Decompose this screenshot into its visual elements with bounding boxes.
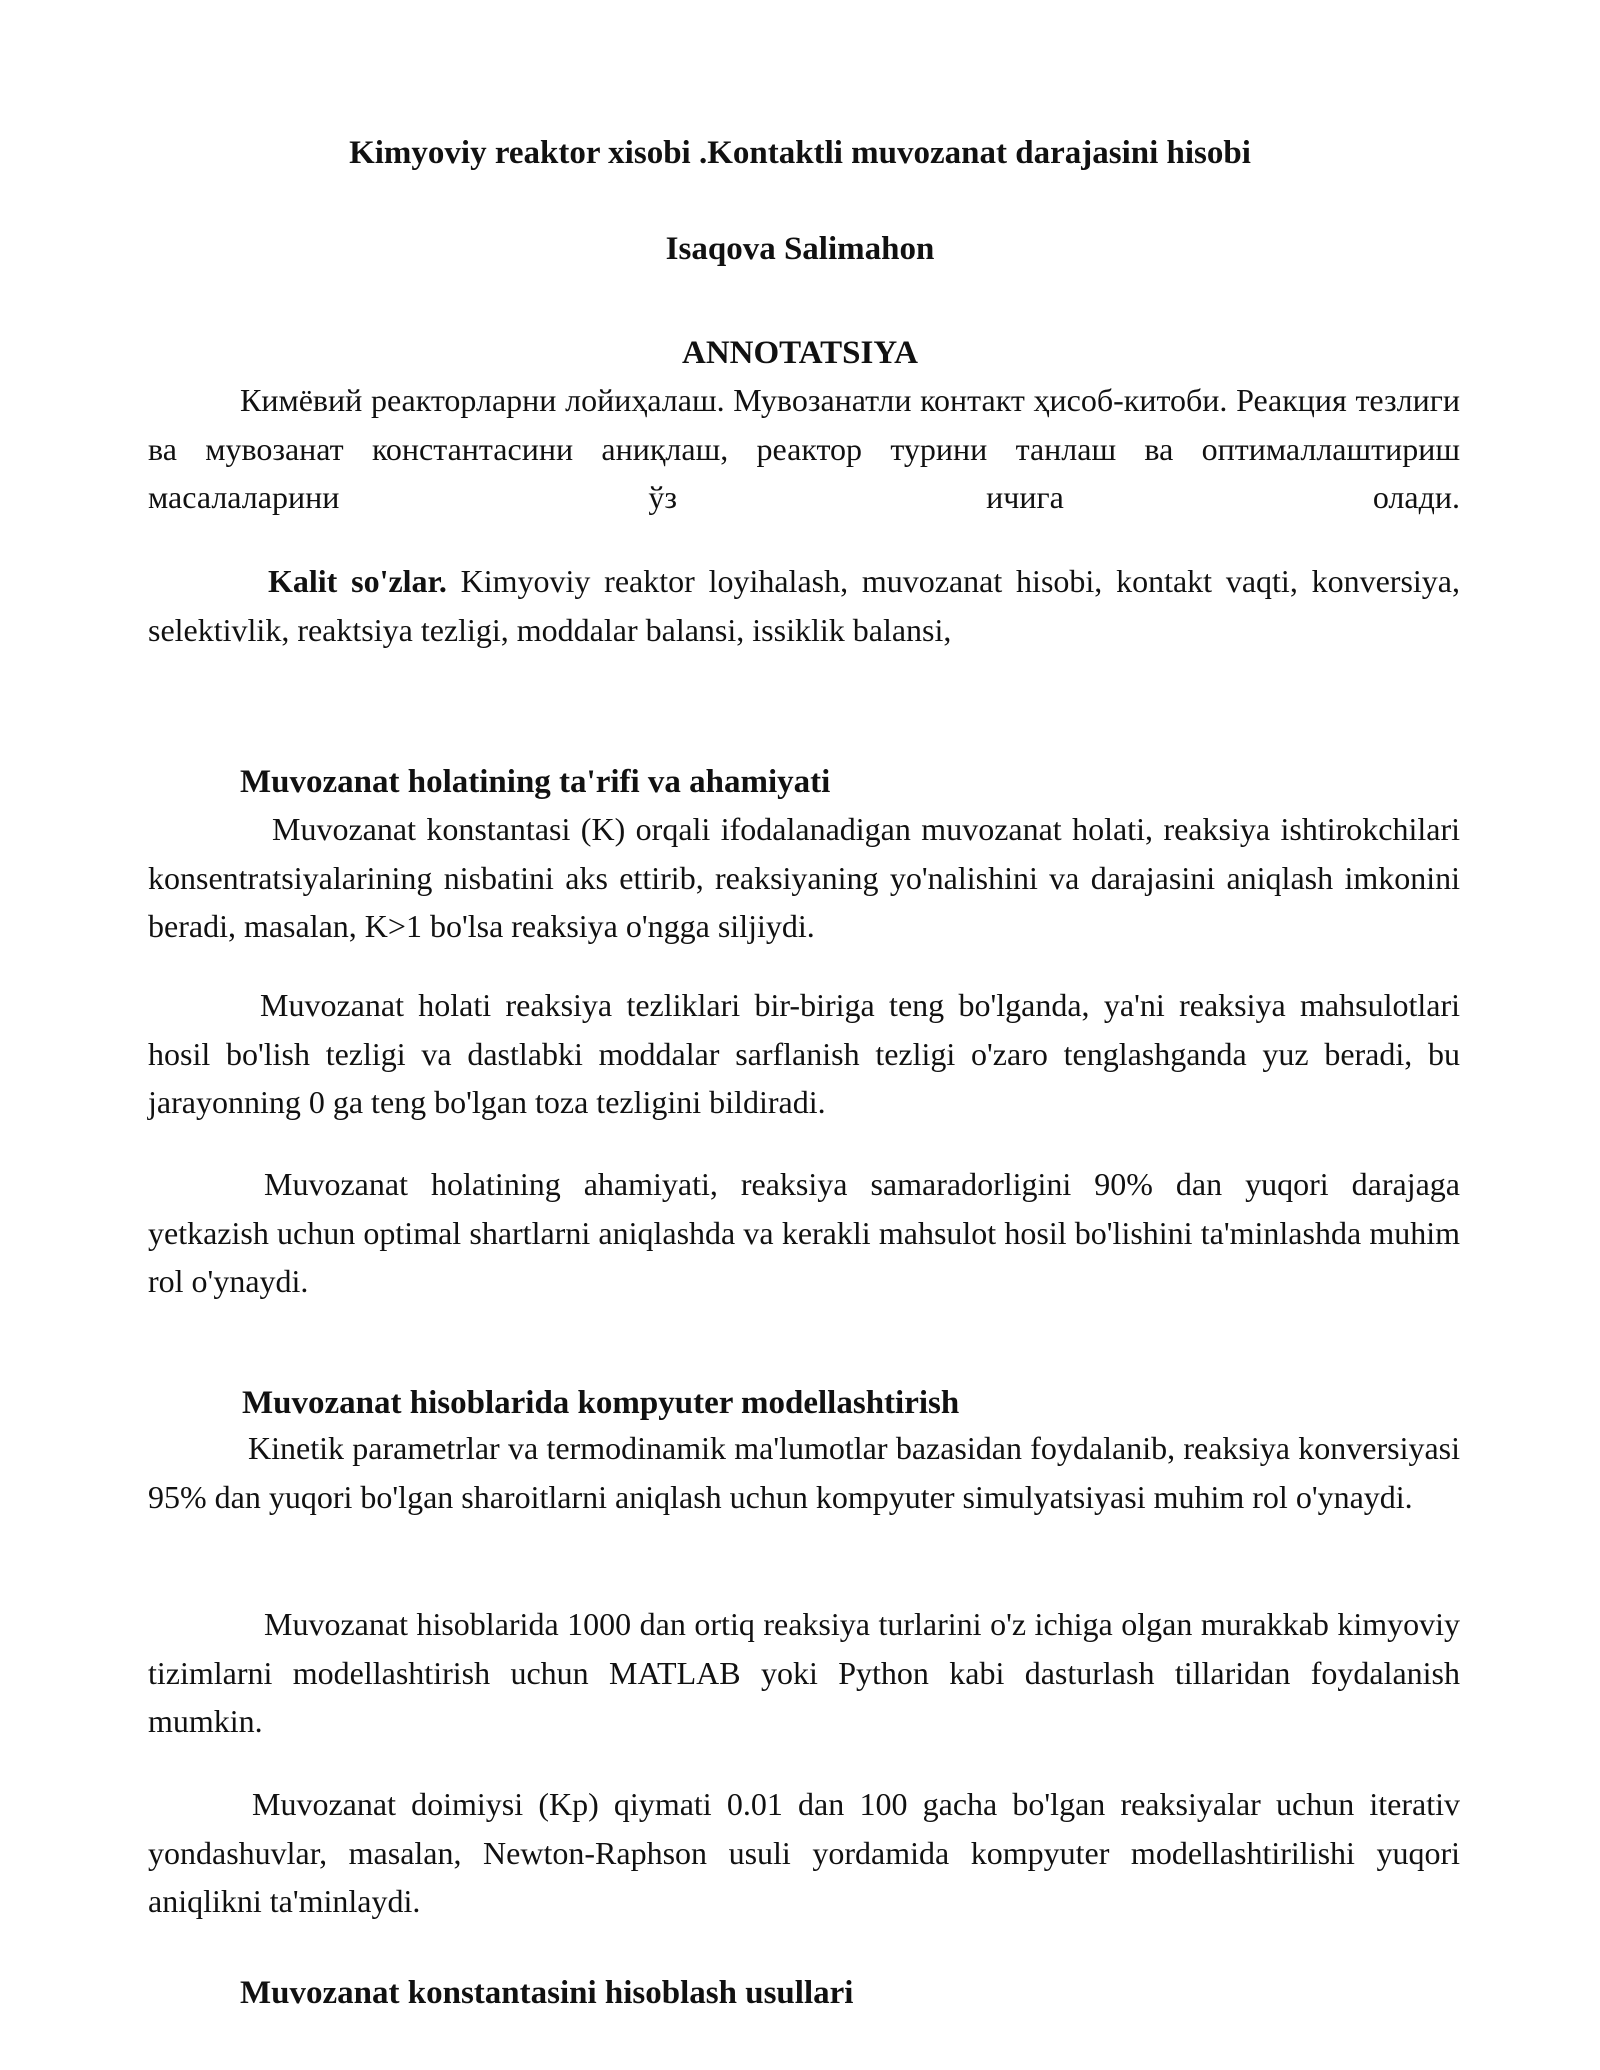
section-paragraph: [148, 1780, 1460, 1926]
document-title: Kimyoviy reaktor xisobi .Kontaktli muvozanat darajasini hisobi: [349, 135, 1251, 171]
section-heading: Muvozanat hisoblarida kompyuter modellashtirish: [242, 1385, 960, 1421]
annotation-block: [148, 376, 1460, 522]
paragraph-text: Muvozanat hisoblarida 1000 dan ortiq reaksiya turlarini o'z ichiga olgan murakkab kimyoviy tizimlarni modellashtirish uchun MATLAB yoki Python kabi dasturlash tillaridan foydalanish mumkin.: [148, 1606, 1460, 1739]
section-paragraph: [148, 805, 1460, 951]
keywords-text: Kimyoviy reaktor loyihalash, muvozanat hisobi, kontakt vaqti, konversiya, selektivlik, reaktsiya tezligi, moddalar balansi, issiklik balansi,: [148, 563, 1461, 648]
section-paragraph: [148, 1600, 1460, 1746]
section-paragraph: [148, 1424, 1460, 1521]
annotation-text: Кимёвий реакторларни лойиҳалаш. Мувозанатли контакт ҳисоб-китоби. Реакция тезлиги ва мувозанат константасини аниқлаш, реактор турини танлаш ва оптималлаштириш масалаларини ўз ичига олади.: [148, 382, 1460, 515]
author-name: Isaqova Salimahon: [665, 231, 935, 267]
section-paragraph: [148, 981, 1460, 1127]
section-heading: Muvozanat konstantasini hisoblash usullari: [240, 1975, 854, 2011]
section-heading: Muvozanat holatining ta'rifi va ahamiyati: [240, 764, 831, 800]
keywords-paragraph: [148, 557, 1460, 654]
keywords-label: Kalit so'zlar.: [268, 563, 447, 599]
paragraph-text: Muvozanat konstantasi (K) orqali ifodalanadigan muvozanat holati, reaksiya ishtirokchilari konsentratsiyalarining nisbatini aks ettirib, reaksiyaning yo'nalishini va darajasini aniqlash imkonini beradi, masalan, K>1 bo'lsa reaksiya o'ngga siljiydi.: [148, 811, 1460, 944]
paragraph-text: Kinetik parametrlar va termodinamik ma'lumotlar bazasidan foydalanib, reaksiya konversiyasi 95% dan yuqori bo'lgan sharoitlarni aniqlash uchun kompyuter simulyatsiyasi muhim rol o'ynaydi.: [148, 1430, 1460, 1515]
paragraph-text: Muvozanat doimiysi (Kp) qiymati 0.01 dan 100 gacha bo'lgan reaksiyalar uchun iterativ yondashuvlar, masalan, Newton-Raphson usuli yordamida kompyuter modellashtirilishi yuqori aniqlikni ta'minlaydi.: [148, 1786, 1460, 1919]
keywords-block: [148, 557, 1460, 654]
paragraph-text: Muvozanat holatining ahamiyati, reaksiya samaradorligini 90% dan yuqori darajaga yetkazish uchun optimal shartlarni aniqlashda va kerakli mahsulot hosil bo'lishini ta'minlashda muhim rol o'ynaydi.: [148, 1166, 1460, 1299]
annotation-heading: ANNOTATSIYA: [682, 335, 918, 371]
paragraph-text: Muvozanat holati reaksiya tezliklari bir-biriga teng bo'lganda, ya'ni reaksiya mahsulotlari hosil bo'lish tezligi va dastlabki moddalar sarflanish tezligi o'zaro tenglashganda yuz beradi, bu jarayonning 0 ga teng bo'lgan toza tezligini bildiradi.: [148, 987, 1460, 1120]
section-paragraph: [148, 1160, 1460, 1306]
